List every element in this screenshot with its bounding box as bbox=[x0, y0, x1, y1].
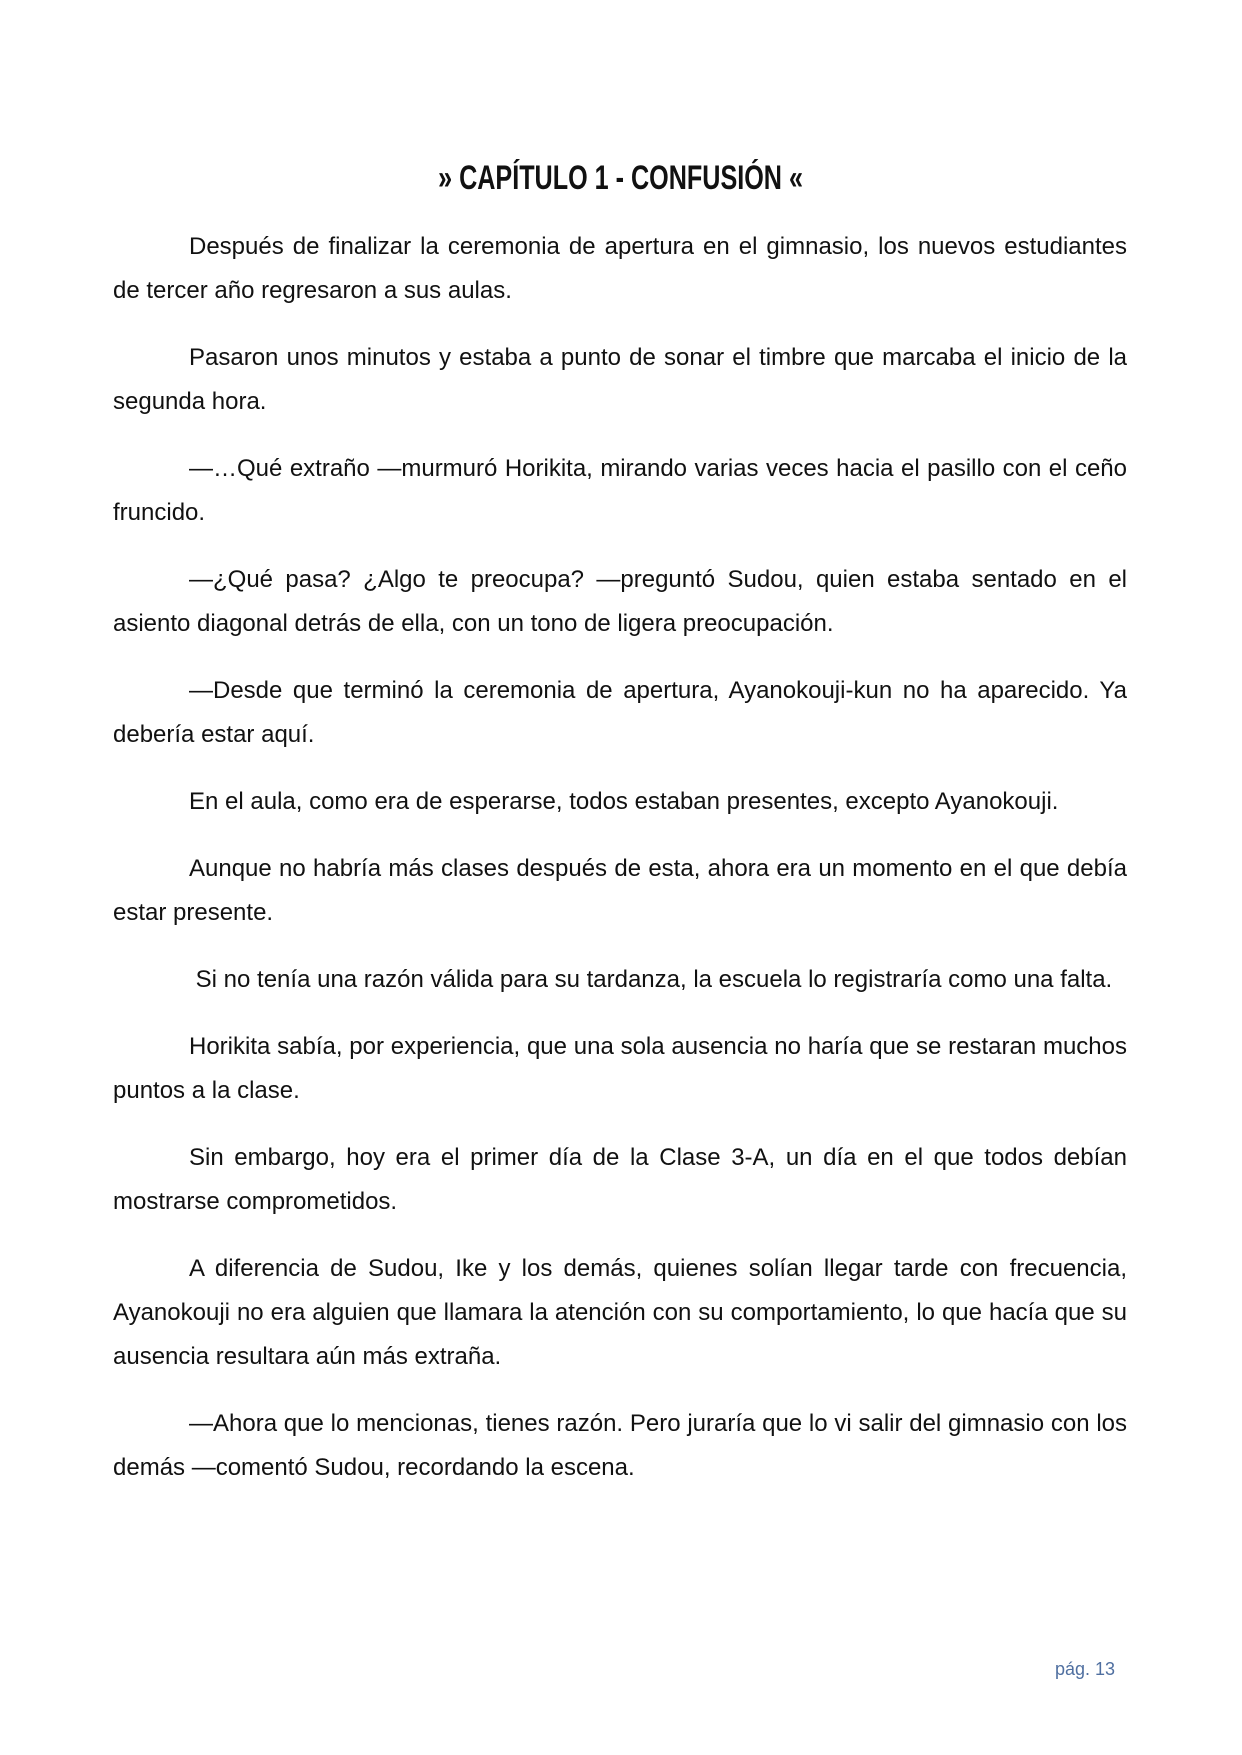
paragraph: —Ahora que lo mencionas, tienes razón. Pero juraría que lo vi salir del gimnasio con los demás —comentó Sudou, recordando la escena. bbox=[113, 1410, 1127, 1481]
chapter-body bbox=[113, 225, 1127, 1513]
paragraph: Si no tenía una razón válida para su tardanza, la escuela lo registraría como una falta. bbox=[189, 966, 1113, 993]
paragraph: Después de finalizar la ceremonia de apertura en el gimnasio, los nuevos estudiantes de tercer año regresaron a sus aulas. bbox=[113, 233, 1127, 304]
paragraph: —¿Qué pasa? ¿Algo te preocupa? —preguntó Sudou, quien estaba sentado en el asiento diagonal detrás de ella, con un tono de ligera preocupación. bbox=[113, 566, 1127, 637]
paragraph: Horikita sabía, por experiencia, que una sola ausencia no haría que se restaran muchos puntos a la clase. bbox=[113, 1033, 1127, 1104]
chapter-title: » CAPÍTULO 1 - CONFUSIÓN « bbox=[438, 159, 804, 197]
paragraph: —…Qué extraño —murmuró Horikita, mirando varias veces hacia el pasillo con el ceño fruncido. bbox=[113, 455, 1127, 526]
paragraph: —Desde que terminó la ceremonia de apertura, Ayanokouji-kun no ha aparecido. Ya debería estar aquí. bbox=[113, 677, 1127, 748]
paragraph: A diferencia de Sudou, Ike y los demás, quienes solían llegar tarde con frecuencia, Ayanokouji no era alguien que llamara la atención con su comportamiento, lo que hacía que su ausencia resultara aún más extraña. bbox=[113, 1255, 1127, 1370]
page-number: pág. 13 bbox=[1055, 1659, 1116, 1679]
chapter-title-container bbox=[0, 158, 1242, 198]
paragraph: Aunque no habría más clases después de esta, ahora era un momento en el que debía estar presente. bbox=[113, 855, 1127, 926]
paragraph: En el aula, como era de esperarse, todos estaban presentes, excepto Ayanokouji. bbox=[189, 788, 1059, 815]
paragraph: Pasaron unos minutos y estaba a punto de sonar el timbre que marcaba el inicio de la segunda hora. bbox=[113, 344, 1127, 415]
paragraph: Sin embargo, hoy era el primer día de la Clase 3-A, un día en el que todos debían mostrarse comprometidos. bbox=[113, 1144, 1127, 1215]
